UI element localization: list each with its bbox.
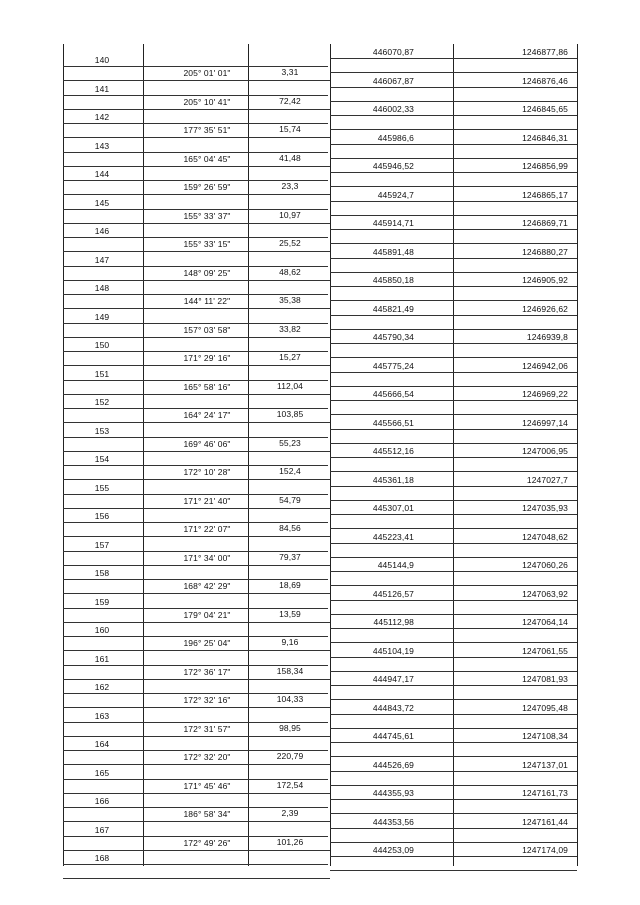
y-coordinate: 1247048,62	[522, 531, 568, 542]
row-rule	[330, 58, 577, 59]
row-rule	[330, 699, 577, 700]
row-rule	[143, 622, 330, 623]
segment-length: 35,38	[279, 295, 301, 305]
point-number: 147	[94, 254, 110, 265]
bearing-angle: 172° 32' 20"	[183, 752, 231, 762]
x-coordinate: 446067,87	[372, 75, 414, 86]
x-coordinate: 445914,71	[372, 218, 414, 228]
row-rule	[143, 764, 330, 765]
point-number: 148	[94, 283, 110, 293]
x-coordinate: 445986,6	[377, 132, 414, 143]
bearing-angle: 172° 10' 28"	[183, 467, 231, 477]
row-rule	[143, 80, 330, 81]
row-rule	[330, 144, 577, 145]
y-coordinate: 1246865,17	[522, 189, 568, 200]
row-rule	[330, 229, 577, 230]
point-number: 161	[94, 653, 110, 664]
row-rule	[330, 386, 577, 387]
point-number: 165	[94, 767, 110, 778]
point-number: 151	[94, 368, 110, 379]
bearing-angle: 159° 26' 59"	[183, 182, 231, 192]
point-number: 158	[94, 568, 110, 578]
segment-length: 48,62	[279, 266, 301, 277]
row-rule	[330, 813, 577, 814]
point-number: 140	[94, 55, 110, 65]
point-number: 149	[94, 311, 110, 322]
x-coordinate: 444745,61	[372, 731, 414, 741]
row-rule	[63, 80, 143, 81]
row-rule	[330, 600, 577, 601]
row-rule	[143, 166, 330, 167]
row-rule	[330, 414, 577, 415]
row-rule	[330, 657, 577, 658]
bearing-angle: 177° 35' 51"	[183, 125, 231, 135]
x-coordinate: 446002,33	[372, 104, 414, 114]
segment-length: 103,85	[276, 409, 304, 419]
x-coordinate: 445307,01	[372, 503, 414, 513]
x-coordinate: 445104,19	[372, 645, 414, 656]
y-coordinate: 1246869,71	[522, 218, 568, 228]
y-coordinate: 1247027,7	[526, 474, 568, 485]
x-coordinate: 445361,18	[372, 474, 414, 485]
x-coordinate: 444355,93	[372, 788, 414, 798]
column-rule	[248, 44, 249, 866]
row-rule	[330, 557, 577, 558]
bearing-angle: 169° 46' 06"	[183, 438, 231, 449]
segment-length: 2,39	[281, 808, 299, 818]
point-number: 153	[94, 425, 110, 436]
y-coordinate: 1247060,26	[522, 560, 568, 570]
row-rule	[63, 850, 143, 851]
row-rule	[63, 764, 143, 765]
row-rule	[143, 251, 330, 252]
point-number: 156	[94, 511, 110, 521]
x-coordinate: 446070,87	[372, 47, 414, 57]
row-rule	[143, 394, 330, 395]
bearing-angle: 171° 45' 46"	[183, 780, 231, 791]
x-coordinate: 445924,7	[377, 189, 414, 200]
segment-length: 104,33	[276, 694, 304, 704]
row-rule	[330, 343, 577, 344]
row-rule	[330, 215, 577, 216]
row-rule	[63, 308, 143, 309]
row-rule	[330, 856, 577, 857]
y-coordinate: 1246939,8	[526, 332, 568, 342]
row-rule	[330, 101, 577, 102]
row-rule	[143, 223, 330, 224]
row-rule	[330, 400, 577, 401]
row-rule	[330, 115, 577, 116]
segment-length: 220,79	[276, 751, 304, 761]
row-rule	[143, 821, 330, 822]
row-rule	[143, 736, 330, 737]
segment-length: 25,52	[279, 238, 301, 248]
bearing-angle: 172° 36' 17"	[183, 666, 231, 677]
y-coordinate: 1246856,99	[522, 161, 568, 171]
bearing-angle: 172° 49' 26"	[183, 837, 231, 848]
row-rule	[143, 707, 330, 708]
point-number: 141	[94, 83, 110, 94]
y-coordinate: 1247161,44	[522, 816, 568, 827]
segment-length: 15,74	[279, 124, 301, 134]
row-rule	[63, 707, 143, 708]
row-rule	[63, 109, 143, 110]
row-rule	[63, 536, 143, 537]
segment-length: 152,4	[279, 466, 301, 476]
row-rule	[63, 394, 143, 395]
bearing-angle: 179° 04' 21"	[183, 609, 231, 620]
row-rule	[63, 878, 143, 879]
x-coordinate: 445112,98	[373, 617, 414, 627]
row-rule	[63, 622, 143, 623]
row-rule	[143, 451, 330, 452]
row-rule	[330, 201, 577, 202]
row-rule	[330, 671, 577, 672]
row-rule	[63, 650, 143, 651]
y-coordinate: 1247063,92	[522, 588, 568, 599]
row-rule	[63, 365, 143, 366]
row-rule	[330, 500, 577, 501]
row-rule	[63, 479, 143, 480]
y-coordinate: 1246876,46	[522, 75, 568, 86]
point-number: 166	[94, 796, 110, 806]
row-rule	[330, 486, 577, 487]
column-rule	[577, 44, 578, 866]
x-coordinate: 444253,09	[372, 845, 414, 855]
segment-length: 72,42	[279, 95, 301, 106]
x-coordinate: 444353,56	[372, 816, 414, 827]
y-coordinate: 1247006,95	[522, 446, 568, 456]
row-rule	[330, 471, 577, 472]
row-rule	[330, 87, 577, 88]
row-rule	[143, 422, 330, 423]
row-rule	[330, 742, 577, 743]
point-number: 168	[94, 853, 110, 863]
row-rule	[143, 650, 330, 651]
row-rule	[63, 251, 143, 252]
row-rule	[330, 870, 577, 871]
row-rule	[330, 272, 577, 273]
row-rule	[63, 679, 143, 680]
bearing-angle: 196° 25' 04"	[183, 638, 231, 648]
row-rule	[63, 508, 143, 509]
y-coordinate: 1246846,31	[522, 132, 568, 143]
segment-length: 33,82	[279, 323, 301, 334]
bearing-angle: 148° 09' 25"	[183, 267, 231, 278]
x-coordinate: 445946,52	[372, 161, 414, 171]
row-rule	[63, 137, 143, 138]
y-coordinate: 1246997,14	[522, 417, 568, 428]
y-coordinate: 1246845,65	[522, 104, 568, 114]
segment-length: 112,04	[277, 380, 303, 391]
bearing-angle: 205° 01' 01"	[183, 68, 231, 78]
row-rule	[63, 821, 143, 822]
x-coordinate: 445512,16	[372, 446, 414, 456]
y-coordinate: 1246880,27	[522, 246, 568, 257]
row-rule	[330, 614, 577, 615]
row-rule	[143, 850, 330, 851]
row-rule	[330, 842, 577, 843]
column-rule	[143, 44, 144, 866]
y-coordinate: 1247108,34	[522, 731, 568, 741]
x-coordinate: 444947,17	[372, 674, 414, 684]
y-coordinate: 1246926,62	[522, 303, 568, 314]
segment-length: 84,56	[279, 523, 301, 533]
segment-length: 13,59	[279, 608, 301, 619]
row-rule	[330, 714, 577, 715]
bearing-angle: 157° 03' 58"	[183, 324, 231, 335]
segment-length: 3,31	[281, 67, 299, 77]
x-coordinate: 445666,54	[372, 389, 414, 399]
point-number: 146	[94, 226, 110, 236]
y-coordinate: 1247061,55	[522, 645, 568, 656]
segment-length: 15,27	[279, 352, 301, 362]
bearing-angle: 164° 24' 17"	[183, 410, 231, 420]
y-coordinate: 1246877,86	[522, 47, 568, 57]
row-rule	[143, 565, 330, 566]
y-coordinate: 1247064,14	[522, 617, 568, 627]
segment-length: 79,37	[279, 551, 301, 562]
bearing-angle: 165° 04' 45"	[183, 153, 231, 164]
row-rule	[143, 137, 330, 138]
row-rule	[330, 72, 577, 73]
point-number: 143	[94, 140, 110, 151]
row-rule	[330, 728, 577, 729]
row-rule	[330, 685, 577, 686]
row-rule	[143, 337, 330, 338]
row-rule	[143, 109, 330, 110]
row-rule	[330, 315, 577, 316]
row-rule	[330, 828, 577, 829]
row-rule	[330, 429, 577, 430]
row-rule	[330, 186, 577, 187]
point-number: 162	[94, 682, 110, 692]
y-coordinate: 1247095,48	[522, 702, 568, 713]
bearing-angle: 171° 21' 40"	[183, 495, 231, 506]
row-rule	[143, 679, 330, 680]
row-rule	[330, 443, 577, 444]
row-rule	[330, 785, 577, 786]
segment-length: 54,79	[279, 494, 301, 505]
x-coordinate: 445775,24	[372, 360, 414, 371]
row-rule	[63, 280, 143, 281]
x-coordinate: 444843,72	[372, 702, 414, 713]
row-rule	[143, 365, 330, 366]
row-rule	[143, 479, 330, 480]
row-rule	[63, 422, 143, 423]
point-number: 160	[94, 625, 110, 635]
y-coordinate: 1246969,22	[522, 389, 568, 399]
row-rule	[63, 337, 143, 338]
y-coordinate: 1247137,01	[522, 759, 568, 770]
point-number: 144	[94, 169, 110, 179]
row-rule	[330, 258, 577, 259]
x-coordinate: 445850,18	[372, 275, 414, 285]
y-coordinate: 1246905,92	[522, 275, 568, 285]
row-rule	[330, 585, 577, 586]
segment-length: 98,95	[279, 722, 301, 733]
bearing-angle: 171° 34' 00"	[183, 552, 231, 563]
x-coordinate: 445144,9	[377, 560, 414, 570]
row-rule	[330, 571, 577, 572]
row-rule	[63, 736, 143, 737]
bearing-angle: 172° 31' 57"	[183, 723, 231, 734]
row-rule	[330, 771, 577, 772]
row-rule	[63, 166, 143, 167]
bearing-angle: 186° 58' 34"	[183, 809, 231, 819]
row-rule	[330, 528, 577, 529]
row-rule	[63, 593, 143, 594]
bearing-angle: 155° 33' 15"	[183, 239, 231, 249]
row-rule	[330, 158, 577, 159]
x-coordinate: 445223,41	[372, 531, 414, 542]
point-number: 157	[94, 539, 110, 550]
row-rule	[330, 543, 577, 544]
row-rule	[330, 642, 577, 643]
row-rule	[143, 878, 330, 879]
x-coordinate: 445126,57	[372, 588, 414, 599]
x-coordinate: 445891,48	[372, 246, 414, 257]
row-rule	[330, 243, 577, 244]
point-number: 163	[94, 710, 110, 721]
y-coordinate: 1246942,06	[522, 360, 568, 371]
row-rule	[63, 793, 143, 794]
row-rule	[63, 565, 143, 566]
row-rule	[330, 300, 577, 301]
point-number: 152	[94, 397, 110, 407]
row-rule	[63, 451, 143, 452]
row-rule	[330, 756, 577, 757]
segment-length: 10,97	[279, 209, 301, 220]
row-rule	[330, 172, 577, 173]
row-rule	[330, 129, 577, 130]
segment-length: 23,3	[281, 181, 299, 191]
y-coordinate: 1247174,09	[522, 845, 568, 855]
row-rule	[143, 593, 330, 594]
row-rule	[330, 329, 577, 330]
y-coordinate: 1247035,93	[522, 503, 568, 513]
segment-length: 18,69	[279, 580, 301, 590]
row-rule	[143, 536, 330, 537]
point-number: 150	[94, 340, 110, 350]
segment-length: 158,34	[276, 665, 304, 676]
row-rule	[330, 514, 577, 515]
x-coordinate: 445821,49	[372, 303, 414, 314]
row-rule	[330, 357, 577, 358]
x-coordinate: 445790,34	[372, 332, 414, 342]
row-rule	[330, 799, 577, 800]
bearing-angle: 171° 29' 16"	[183, 353, 231, 363]
segment-length: 101,26	[276, 836, 304, 847]
row-rule	[63, 223, 143, 224]
bearing-angle: 144° 11' 22"	[183, 296, 231, 306]
segment-length: 55,23	[279, 437, 301, 448]
row-rule	[143, 280, 330, 281]
segment-length: 9,16	[281, 637, 299, 647]
row-rule	[330, 286, 577, 287]
point-number: 155	[94, 482, 110, 493]
point-number: 154	[94, 454, 110, 464]
y-coordinate: 1247081,93	[522, 674, 568, 684]
bearing-angle: 155° 33' 37"	[183, 210, 231, 221]
bearing-angle: 172° 32' 16"	[183, 695, 231, 705]
bearing-angle: 165° 58' 16"	[183, 381, 231, 392]
row-rule	[330, 628, 577, 629]
point-number: 167	[94, 824, 110, 835]
point-number: 142	[94, 112, 110, 122]
segment-length: 41,48	[279, 152, 301, 163]
row-rule	[330, 457, 577, 458]
bearing-angle: 168° 42' 29"	[183, 581, 231, 591]
row-rule	[63, 864, 328, 865]
point-number: 145	[94, 197, 110, 208]
row-rule	[143, 194, 330, 195]
segment-length: 172,54	[276, 779, 304, 790]
point-number: 164	[94, 739, 110, 749]
x-coordinate: 444526,69	[372, 759, 414, 770]
row-rule	[143, 308, 330, 309]
point-number: 159	[94, 596, 110, 607]
bearing-angle: 205° 10' 41"	[183, 96, 231, 107]
row-rule	[143, 793, 330, 794]
row-rule	[330, 372, 577, 373]
x-coordinate: 445566,51	[372, 417, 414, 428]
y-coordinate: 1247161,73	[522, 788, 568, 798]
bearing-angle: 171° 22' 07"	[183, 524, 231, 534]
row-rule	[63, 194, 143, 195]
row-rule	[143, 508, 330, 509]
